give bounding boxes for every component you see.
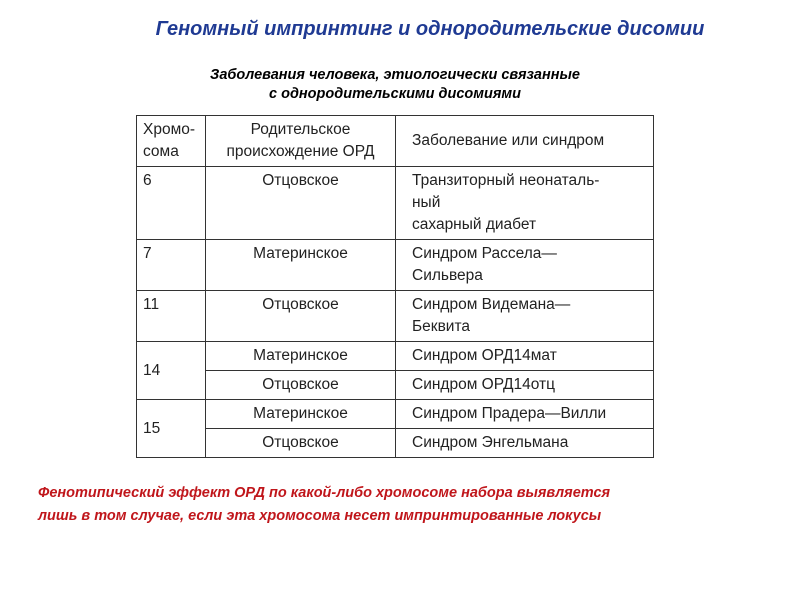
table-caption-line-1: Заболевания человека, этиологически связанные [210, 67, 580, 83]
cell-chromosome: 6 [137, 167, 206, 240]
cell-disease: Синдром Энгельмана [396, 429, 654, 458]
table-row [137, 371, 654, 400]
footnote [38, 482, 778, 528]
cell-origin: Отцовское [206, 429, 396, 458]
cell-disease [396, 291, 654, 342]
header-origin-line-2: происхождение ОРД [226, 143, 375, 160]
header-chromosome-line-2: сома [143, 143, 179, 160]
cell-disease: Синдром ОРД14мат [396, 342, 654, 371]
table-row [137, 240, 654, 291]
cell-disease-line: ный [412, 194, 441, 211]
cell-disease: Синдром Прадера—Вилли [396, 400, 654, 429]
cell-disease-line: Транзиторный неонаталь- [412, 172, 600, 189]
cell-disease [396, 240, 654, 291]
cell-disease-line: Сильвера [412, 267, 483, 284]
disomy-diseases-table [136, 115, 654, 458]
header-chromosome-line-1: Хромо- [143, 121, 196, 138]
cell-origin: Материнское [206, 400, 396, 429]
cell-disease-line: Синдром Видемана— [412, 296, 571, 313]
cell-origin: Материнское [206, 240, 396, 291]
table-row [137, 342, 654, 371]
table-row [137, 429, 654, 458]
cell-chromosome: 7 [137, 240, 206, 291]
table-row [137, 167, 654, 240]
cell-chromosome: 15 [137, 400, 206, 458]
cell-chromosome: 11 [137, 291, 206, 342]
table-header-row [137, 116, 654, 167]
header-origin [206, 116, 396, 167]
cell-disease-line: Беквита [412, 318, 471, 335]
cell-disease [396, 167, 654, 240]
cell-chromosome: 14 [137, 342, 206, 400]
cell-origin: Отцовское [206, 167, 396, 240]
cell-origin: Отцовское [206, 371, 396, 400]
table-row [137, 400, 654, 429]
footnote-line-2: лишь в том случае, если эта хромосома несет импринтированные локусы [38, 508, 602, 524]
footnote-line-1: Фенотипический эффект ОРД по какой-либо хромосоме набора выявляется [38, 485, 611, 501]
cell-disease-line: Синдром Рассела— [412, 245, 557, 262]
cell-disease-line: сахарный диабет [412, 216, 537, 233]
header-disease: Заболевание или синдром [396, 116, 654, 167]
cell-origin: Отцовское [206, 291, 396, 342]
table-row [137, 291, 654, 342]
page-title: Геномный импринтинг и однородительские дисомии [155, 18, 705, 40]
table-caption-line-2: с однородительскими дисомиями [269, 86, 521, 102]
table-caption [0, 66, 790, 104]
cell-disease: Синдром ОРД14отц [396, 371, 654, 400]
header-origin-line-1: Родительское [250, 121, 351, 138]
cell-origin: Материнское [206, 342, 396, 371]
header-chromosome [137, 116, 206, 167]
